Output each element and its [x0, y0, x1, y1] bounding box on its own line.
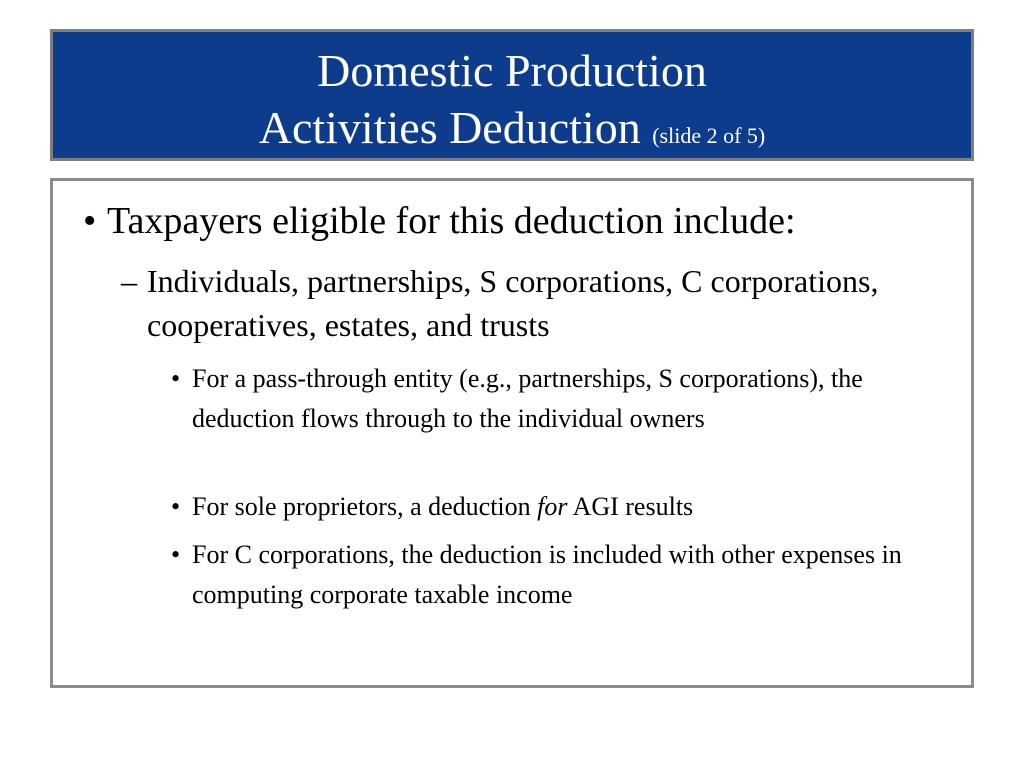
- title-line-2: [53, 103, 971, 161]
- slide-number-note: (slide 2 of 5): [652, 123, 766, 148]
- text-after-italic: AGI results: [567, 492, 694, 521]
- text-before-italic: For sole proprietors, a deduction: [192, 492, 538, 521]
- bullet-level3-text: For a pass-through entity (e.g., partnerships, S corporations), the deduction flows through to the individual owners: [192, 364, 863, 433]
- bullet-icon: •: [83, 200, 97, 242]
- bullet-level3-pass-through: [171, 359, 971, 439]
- bullet-level2-text: Individuals, partnerships, S corporations, C corporations, cooperatives, estates, and trusts: [147, 263, 879, 343]
- bullet-level1: [83, 199, 796, 243]
- bullet-icon: •: [171, 540, 181, 569]
- bullet-level1-text: Taxpayers eligible for this deduction include:: [107, 200, 796, 242]
- bullet-icon: •: [171, 492, 181, 521]
- title-banner: [50, 29, 974, 161]
- bullet-level3-text: [192, 487, 971, 527]
- content-box: [50, 178, 974, 688]
- title-line-2-text: Activities Deduction: [258, 102, 641, 153]
- bullet-level3-c-corporations: [171, 535, 971, 615]
- bullet-level3-sole-proprietors: [171, 487, 971, 527]
- title-line-1: Domestic Production: [317, 45, 707, 96]
- bullet-level3-text: For C corporations, the deduction is included with other expenses in computing corporate taxable income: [192, 540, 902, 609]
- bullet-level2: [121, 259, 921, 347]
- italic-for: for: [537, 492, 568, 521]
- bullet-icon: •: [171, 364, 181, 393]
- dash-icon: –: [121, 263, 137, 299]
